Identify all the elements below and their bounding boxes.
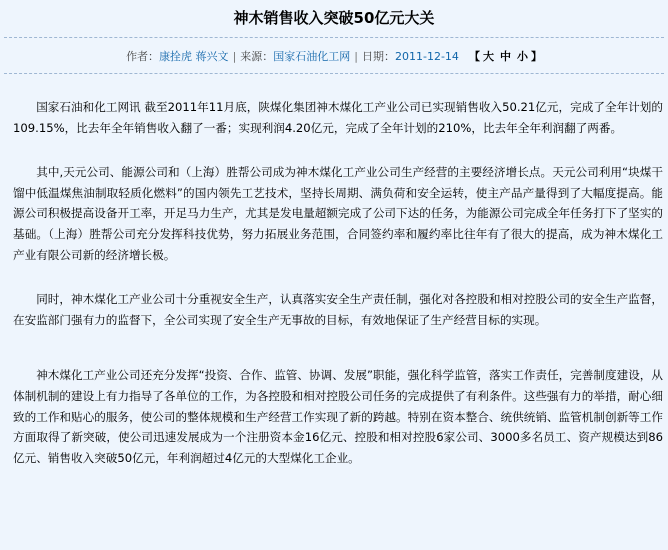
- font-size-medium-button[interactable]: 中: [499, 50, 511, 63]
- meta-separator: |: [354, 50, 358, 63]
- bracket-close: 】: [530, 50, 542, 63]
- meta-divider: [4, 73, 664, 74]
- font-size-large-button[interactable]: 大: [482, 50, 494, 63]
- font-size-control: [469, 50, 542, 63]
- font-size-small-button[interactable]: 小: [516, 50, 528, 63]
- article-paragraph: 神木煤化工产业公司还充分发挥“投资、合作、监管、协调、发展”职能，强化科学监管，落实工作责任，完善制度建设，从体制机制的建设上有力指导了各单位的工作，为各控股和相对控股公司任务的完成提供了有利条件。这些强有力的举措，耐心细致的工作和贴心的服务，使公司的整体规模和生产经营工作实现了新的跨越。特别在资本整合、统供统销、监管机制创新等工作方面取得了新突破，使公司迅速发展成为一个注册资本金16亿元、控股和相对控股6家公司、3000多名员工、资产规模达到86亿元、销售收入突破50亿元，年利润超过4亿元的大型煤化工企业。: [13, 368, 663, 465]
- author-label: 作者：: [126, 50, 160, 63]
- author-names[interactable]: 康拴虎 蒋兴文: [159, 50, 229, 63]
- article-meta: [0, 48, 668, 64]
- date-label: 日期：: [362, 50, 395, 63]
- meta-separator: |: [232, 50, 237, 63]
- title-divider: [4, 37, 664, 38]
- article-title: 神木销售收入突破50亿元大关: [233, 9, 435, 27]
- article-body: [13, 97, 663, 468]
- source-link[interactable]: 国家石油化工网: [273, 50, 351, 63]
- publish-date: 2011-12-14: [395, 50, 459, 63]
- bracket-open: 【: [468, 50, 480, 63]
- article-paragraph: 同时，神木煤化工产业公司十分重视安全生产，认真落实安全生产责任制，强化对各控股和相对控股公司的安全生产监督，在安监部门强有力的监督下，全公司实现了安全生产无事故的目标，有效地保证了生产经营目标的实现。: [13, 292, 663, 327]
- article-paragraph: 其中,天元公司、能源公司和（上海）胜帮公司成为神木煤化工产业公司生产经营的主要经济增长点。天元公司利用“块煤干馏中低温煤焦油制取轻质化燃料”的国内领先工艺技术，坚持长周期、满负荷和安全运转，使主产品产量得到了大幅度提高。能源公司积极提高设备开工率，开足马力生产，尤其是发电量超额完成了公司下达的任务，为能源公司完成全年任务打下了坚实的基础。（上海）胜帮公司充分发挥科技优势，努力拓展业务范围，合同签约率和履约率比往年有了很大的提高，成为神木煤化工产业有限公司新的经济增长极。: [13, 165, 663, 262]
- article-paragraph: 国家石油和化工网讯 截至2011年11月底，陕煤化集团神木煤化工产业公司已实现销售收入50.21亿元，完成了全年计划的109.15%，比去年全年销售收入翻了一番；实现利润4.20亿元，完成了全年计划的210%，比去年全年利润翻了两番。: [13, 100, 663, 135]
- source-label: 来源：: [240, 50, 274, 63]
